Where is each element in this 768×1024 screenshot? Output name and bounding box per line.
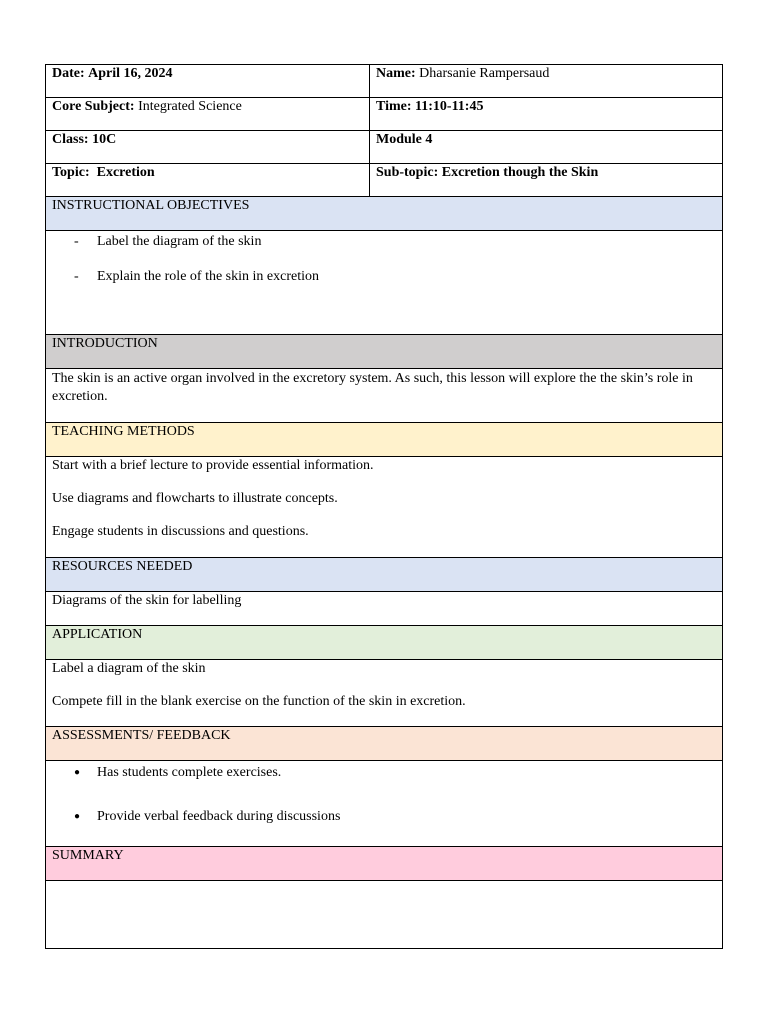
date-label: Date: <box>52 66 85 81</box>
teaching-line: Engage students in discussions and questions. <box>52 524 309 539</box>
header-row-1 <box>46 65 723 98</box>
objectives-body-row <box>46 231 723 335</box>
objective-text: Explain the role of the skin in excretion <box>97 269 319 284</box>
header-row-2 <box>46 98 723 131</box>
application-heading: APPLICATION <box>46 626 723 660</box>
teaching-body-row <box>46 457 723 558</box>
topic-cell <box>46 164 370 197</box>
resources-text: Diagrams of the skin for labelling <box>46 592 723 626</box>
lesson-plan-table <box>45 64 723 949</box>
time-label: Time: <box>376 99 412 114</box>
application-line: Compete fill in the blank exercise on the function of the skin in excretion. <box>52 694 466 709</box>
list-item <box>52 268 716 286</box>
topic-label: Topic: <box>52 165 90 180</box>
header-row-3 <box>46 131 723 164</box>
date-cell <box>46 65 370 98</box>
topic-value: Excretion <box>96 165 155 180</box>
subject-value: Integrated Science <box>138 99 242 114</box>
summary-body-row <box>46 881 723 949</box>
objectives-body <box>46 231 723 335</box>
summary-heading: SUMMARY <box>46 847 723 881</box>
summary-body <box>46 881 723 949</box>
teaching-header-row <box>46 423 723 457</box>
assessment-body <box>46 761 723 847</box>
resources-header-row <box>46 558 723 592</box>
class-value: 10C <box>92 132 117 147</box>
time-value: 11:10-11:45 <box>415 99 484 114</box>
name-cell <box>370 65 723 98</box>
subject-cell <box>46 98 370 131</box>
bullet-marker: ● <box>74 767 81 778</box>
module-label: Module 4 <box>376 132 433 147</box>
introduction-body-row <box>46 369 723 423</box>
teaching-line: Start with a brief lecture to provide essential information. <box>52 458 374 473</box>
list-item <box>52 764 716 782</box>
name-label: Name: <box>376 66 416 81</box>
objectives-header-row <box>46 197 723 231</box>
lesson-plan-document <box>45 64 722 949</box>
dash-marker: - <box>74 269 79 284</box>
assessment-header-row <box>46 727 723 761</box>
teaching-methods-heading: TEACHING METHODS <box>46 423 723 457</box>
class-label: Class: <box>52 132 89 147</box>
assessment-text: Has students complete exercises. <box>97 765 282 780</box>
bullet-marker: ● <box>74 811 81 822</box>
assessment-text: Provide verbal feedback during discussions <box>97 809 341 824</box>
assessment-heading: ASSESSMENTS/ FEEDBACK <box>46 727 723 761</box>
resources-heading: RESOURCES NEEDED <box>46 558 723 592</box>
time-cell <box>370 98 723 131</box>
application-line: Label a diagram of the skin <box>52 661 206 676</box>
assessment-body-row <box>46 761 723 847</box>
introduction-text: The skin is an active organ involved in the excretory system. As such, this lesson will explore the the skin’s role in excretion. <box>46 369 723 423</box>
name-value: Dharsanie Rampersaud <box>419 66 550 81</box>
objectives-list <box>52 233 716 286</box>
teaching-line: Use diagrams and flowcharts to illustrate concepts. <box>52 491 338 506</box>
header-row-4 <box>46 164 723 197</box>
subtopic-label: Sub-topic: <box>376 165 439 180</box>
application-body <box>46 660 723 727</box>
module-cell <box>370 131 723 164</box>
subtopic-cell <box>370 164 723 197</box>
resources-body-row <box>46 592 723 626</box>
introduction-heading: INTRODUCTION <box>46 335 723 369</box>
date-value: April 16, 2024 <box>88 66 173 81</box>
subtopic-value: Excretion though the Skin <box>441 165 599 180</box>
summary-header-row <box>46 847 723 881</box>
list-item <box>52 808 716 826</box>
subject-label: Core Subject: <box>52 99 135 114</box>
class-cell <box>46 131 370 164</box>
introduction-header-row <box>46 335 723 369</box>
dash-marker: - <box>74 234 79 249</box>
list-item <box>52 233 716 251</box>
application-header-row <box>46 626 723 660</box>
objectives-heading: INSTRUCTIONAL OBJECTIVES <box>46 197 723 231</box>
application-body-row <box>46 660 723 727</box>
teaching-methods-body <box>46 457 723 558</box>
objective-text: Label the diagram of the skin <box>97 234 262 249</box>
assessment-list <box>52 764 716 826</box>
